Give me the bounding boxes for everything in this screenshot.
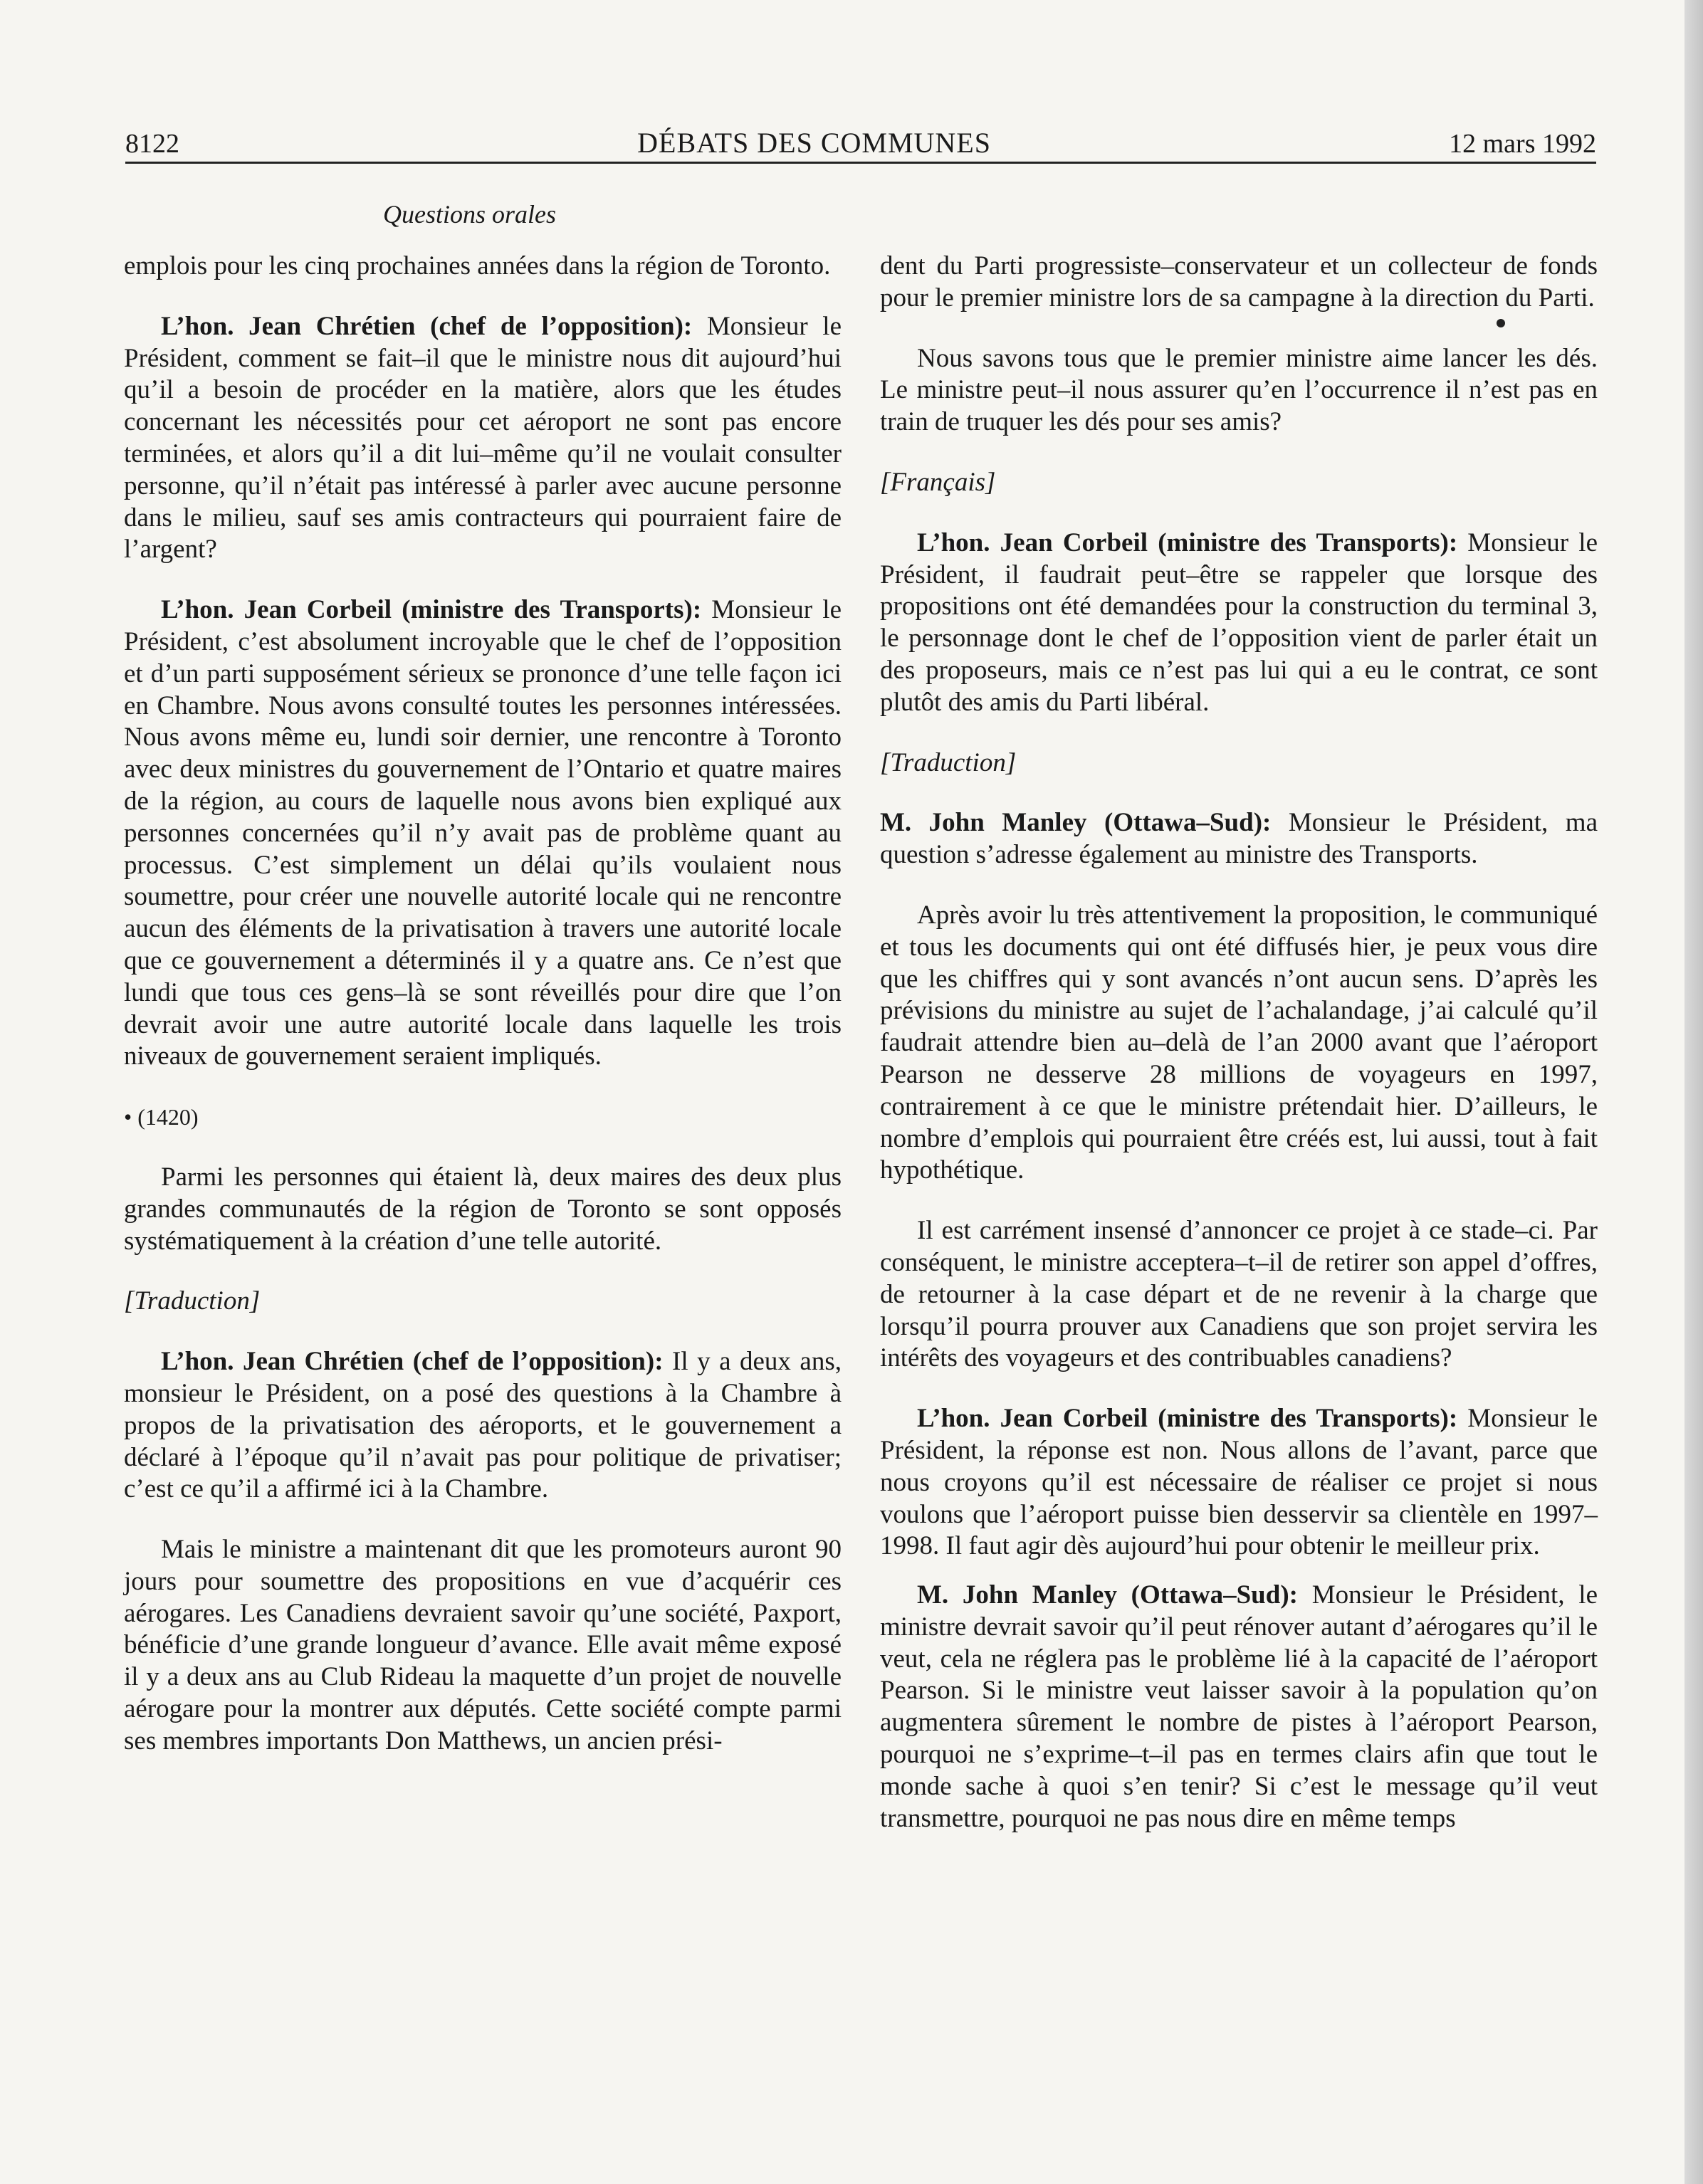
speech-text: Monsieur le Président, la réponse est non. Nous allons de l’avant, parce que nous croyons qu’il est nécessaire de réaliser ce projet si nous voulons que l’aéroport puisse bien desservir sa clientèle en 1997–1998. Il faut agir dès aujourd’hui pour obtenir le meilleur prix. <box>880 1404 1598 1561</box>
speech-text: Il y a deux ans, monsieur le Président, on a posé des questions à la Chambre à propos de la privatisation des aéroports, et le gouvernement a déclaré à l’époque qu’il n’avait pas pour politique de privatiser; c’est ce qu’il a affirmé ici à la Chambre. <box>124 1347 842 1504</box>
speech-text: Monsieur le Président, il faudrait peut–être se rappeler que lorsque des propositions ont été demandées pour la construction du terminal 3, le personnage dont le chef de l’opposition vient de parler était un des proposeurs, mais ce n’est pas lui qui a eu le contrat, ce sont plutôt des amis du Parti libéral. <box>880 527 1598 717</box>
speaker-name: M. John Manley (Ottawa–Sud): <box>917 1580 1298 1610</box>
timestamp: • (1420) <box>124 1104 199 1130</box>
paragraph <box>124 1346 842 1506</box>
paragraph <box>124 594 842 1073</box>
speaker-name: L’hon. Jean Corbeil (ministre des Transports): <box>917 1404 1458 1434</box>
paragraph: Nous savons tous que le premier ministre aime lancer les dés. Le ministre peut–il nous assurer qu’en l’occurrence il n’est pas en train de truquer les dés pour ses amis? <box>880 343 1598 437</box>
paragraph: Mais le ministre a maintenant dit que les promoteurs auront 90 jours pour soumettre des propositions en vue d’acquérir ces aérogares. Les Canadiens devraient savoir qu’une société, Paxport, bénéficie d’une grande longueur d’avance. Elle avait même exposé il y a deux ans au Club Rideau la maquette d’un projet de nouvelle aérogare pour la montrer aux députés. Cette société compte parmi ses membres importants Don Matthews, un ancien prési- <box>124 1535 842 1755</box>
paragraph: Après avoir lu très attentivement la proposition, le communiqué et tous les documents qui ont été diffusés hier, je peux vous dire que les chiffres qui y sont avancés n’ont aucun sens. D’après les prévisions du ministre au sujet de l’achalandage, j’ai calculé qu’il faudrait attendre bien au–delà de l’an 2000 avant que l’aéroport Pearson ne desserve 28 millions de voyageurs en 1997, contrairement à ce que le ministre prétendait hier. D’ailleurs, le nombre d’emplois qui pourraient être créés est, lui aussi, tout à fait hypothétique. <box>880 900 1598 1185</box>
language-tag: [Français] <box>880 467 996 497</box>
left-column <box>124 251 842 1786</box>
publication-title: DÉBATS DES COMMUNES <box>637 127 991 159</box>
paragraph <box>880 1403 1598 1563</box>
paragraph: Il est carrément insensé d’annoncer ce projet à ce stade–ci. Par conséquent, le ministre acceptera–t–il de retirer son appel d’offres, de retourner à la case départ et de ne revenir à la charge que lorsqu’il pourra prouver aux Canadiens que son projet servira les intérêts des voyageurs et des contribuables canadiens? <box>880 1216 1598 1373</box>
speaker-name: L’hon. Jean Chrétien (chef de l’opposition): <box>161 1347 664 1377</box>
speaker-name: L’hon. Jean Chrétien (chef de l’opposition): <box>161 311 693 341</box>
translation-tag: [Traduction] <box>880 747 1017 777</box>
speech-text: Monsieur le Président, le ministre devrait savoir qu’il peut rénover autant d’aérogares qu’il le veut, cela ne réglera pas le problème lié à la capacité de l’aéroport Pearson. Si le ministre veut laisser savoir à la population qu’on augmentera sûrement le nombre de pistes à l’aéroport Pearson, pourquoi ne s’exprime–t–il pas en termes clairs afin que tout le monde sache à quoi s’en tenir? Si c’est le message qu’il veut transmettre, pourquoi ne pas nous dire en même temps <box>880 1580 1598 1833</box>
speech-text: Monsieur le Président, comment se fait–il que le ministre nous dit aujourd’hui qu’il a besoin de procéder en la matière, alors que les études concernant les nécessités pour cet aéroport ne sont pas encore terminées, et alors qu’il a dit lui–même qu’il ne voulait consulter personne, qu’il n’était pas intéressé à parler avec aucune personne dans le milieu, sauf ses amis contracteurs qui pourraient faire de l’argent? <box>124 311 842 565</box>
page-date: 12 mars 1992 <box>1449 129 1596 159</box>
speaker-name: M. John Manley (Ottawa–Sud): <box>880 808 1272 838</box>
running-header <box>125 120 1596 164</box>
speech-text: Monsieur le Président, c’est absolument incroyable que le chef de l’opposition et d’un parti supposément sérieux se prononce d’une telle façon ici en Chambre. Nous avons consulté toutes les personnes intéressées. Nous avons même eu, lundi soir dernier, une rencontre à Toronto avec deux ministres du gouvernement de l’Ontario et quatre maires de la région, au cours de laquelle nous avons bien expliqué aux personnes concernées qu’il n’y avait pas de problème quant au processus. C’est simplement un délai qu’ils voulaient nous soumettre, pour créer une nouvelle autorité locale qui ne rencontre aucun des éléments de la privatisation à travers une autorité locale que ce gouvernement a déterminés il y a quatre ans. Ce n’est que lundi que tous ces gens–là se sont réveillés pour dire que l’on devrait avoir une autre autorité locale dans laquelle les trois niveaux de gouvernement seraient impliqués. <box>124 595 842 1071</box>
paragraph: dent du Parti progressiste–conservateur et un collecteur de fonds pour le premier ministre lors de sa campagne à la direction du Parti. <box>880 251 1598 313</box>
speaker-name: L’hon. Jean Corbeil (ministre des Transports): <box>161 595 702 625</box>
paragraph: Parmi les personnes qui étaient là, deux maires des deux plus grandes communautés de la région de Toronto se sont opposés systématiquement à la création d’une telle autorité. <box>124 1162 842 1256</box>
paragraph: emplois pour les cinq prochaines années dans la région de Toronto. <box>124 251 831 280</box>
speech-text: Monsieur le Président, ma question s’adresse également au ministre des Transports. <box>880 808 1598 870</box>
section-title: Questions orales <box>383 200 556 229</box>
paragraph <box>880 1580 1598 1834</box>
translation-tag: [Traduction] <box>124 1286 261 1316</box>
paragraph <box>880 807 1598 871</box>
scan-page-edge <box>1684 0 1703 2184</box>
paragraph <box>880 527 1598 719</box>
right-column <box>880 251 1598 1863</box>
page-number: 8122 <box>125 129 179 159</box>
paragraph <box>124 311 842 566</box>
speaker-name: L’hon. Jean Corbeil (ministre des Transports): <box>917 527 1458 557</box>
